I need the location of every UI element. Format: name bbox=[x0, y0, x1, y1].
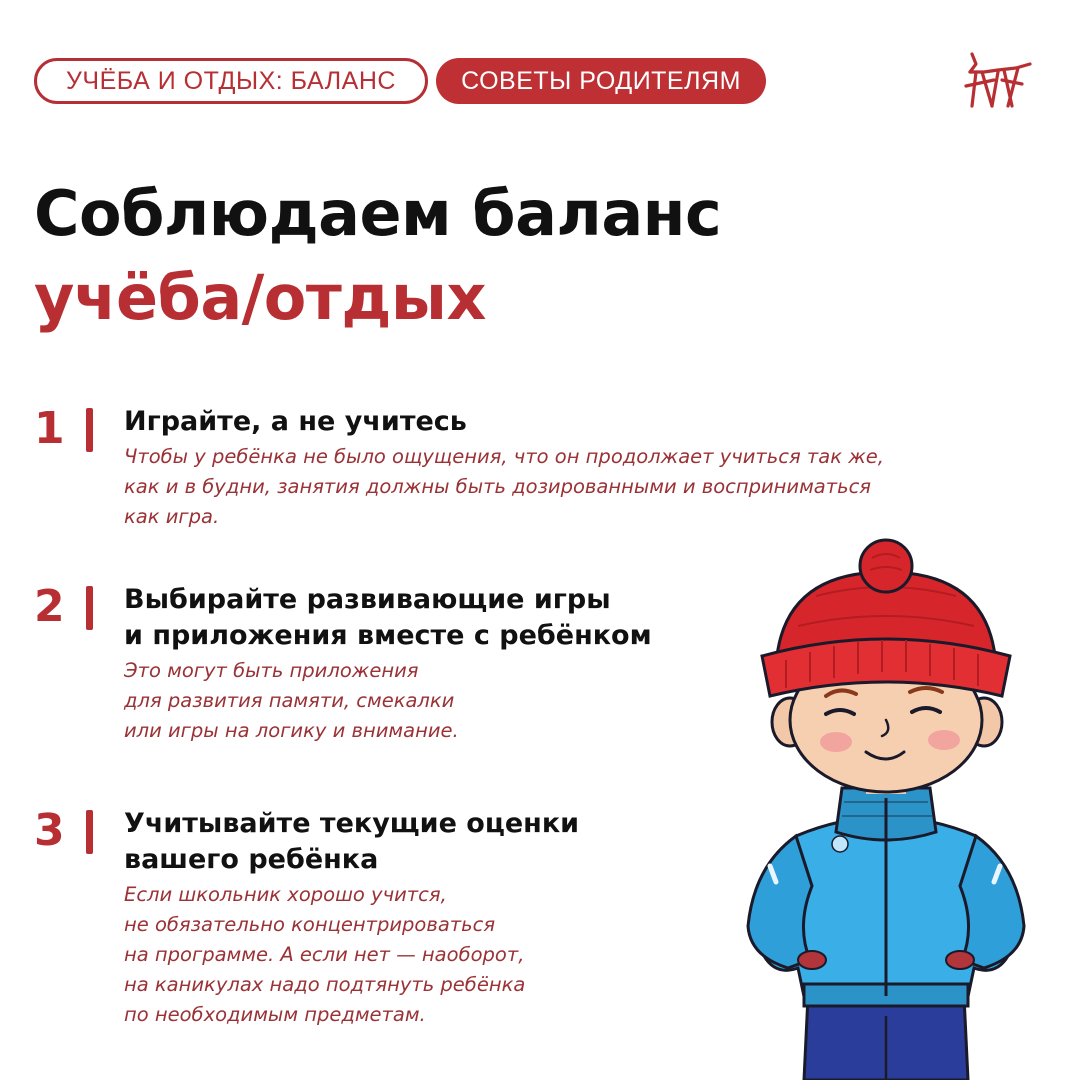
tip-divider bbox=[86, 810, 93, 854]
tip-description bbox=[124, 656, 652, 746]
tip-description-line: на программе. А если нет — наоборот, bbox=[124, 943, 525, 966]
tip-description bbox=[124, 880, 579, 1030]
tip-heading-line: Выбирайте развивающие игры bbox=[124, 584, 611, 615]
tip-divider bbox=[86, 586, 93, 630]
tip-heading-line: Играйте, а не учитесь bbox=[124, 406, 467, 437]
tip-description-line: как игра. bbox=[124, 505, 220, 528]
tag-study-rest-balance: УЧЁБА И ОТДЫХ: БАЛАНС bbox=[34, 58, 428, 104]
tip-number: 2 bbox=[34, 581, 65, 632]
tip-heading-line: Учитывайте текущие оценки bbox=[124, 808, 580, 839]
page-title bbox=[34, 172, 721, 340]
tip-content bbox=[124, 806, 579, 1030]
tip-description-line: для развития памяти, смекалки bbox=[124, 689, 455, 712]
boy-in-winter-hat-illustration bbox=[726, 536, 1046, 1080]
tip-description-line: Это могут быть приложения bbox=[124, 659, 419, 682]
tip-heading-line: и приложения вместе с ребёнком bbox=[124, 620, 652, 651]
tip-description-line: на каникулах надо подтянуть ребёнка bbox=[124, 973, 526, 996]
tip-heading bbox=[124, 582, 652, 654]
tip-content bbox=[124, 404, 884, 532]
tip-description-line: или игры на логику и внимание. bbox=[124, 719, 459, 742]
tip-content bbox=[124, 582, 652, 746]
tip-number: 3 bbox=[34, 805, 65, 856]
horse-logo-icon bbox=[962, 50, 1034, 112]
tip-description-line: Чтобы у ребёнка не было ощущения, что он продолжает учиться так же, bbox=[124, 445, 884, 468]
tip-description-line: по необходимым предметам. bbox=[124, 1003, 426, 1026]
tip-description-line: не обязательно концентрироваться bbox=[124, 913, 496, 936]
tip-heading bbox=[124, 806, 579, 878]
tip-divider bbox=[86, 408, 93, 452]
title-line-2: учёба/отдых bbox=[34, 261, 486, 334]
tip-number: 1 bbox=[34, 403, 65, 454]
tip-heading bbox=[124, 404, 884, 440]
tag-parent-tips: СОВЕТЫ РОДИТЕЛЯМ bbox=[436, 58, 766, 104]
tip-heading-line: вашего ребёнка bbox=[124, 844, 379, 875]
title-line-1: Соблюдаем баланс bbox=[34, 177, 722, 250]
tip-description-line: как и в будни, занятия должны быть дозированными и восприниматься bbox=[124, 475, 872, 498]
tip-description-line: Если школьник хорошо учится, bbox=[124, 883, 447, 906]
tip-description bbox=[124, 442, 884, 532]
